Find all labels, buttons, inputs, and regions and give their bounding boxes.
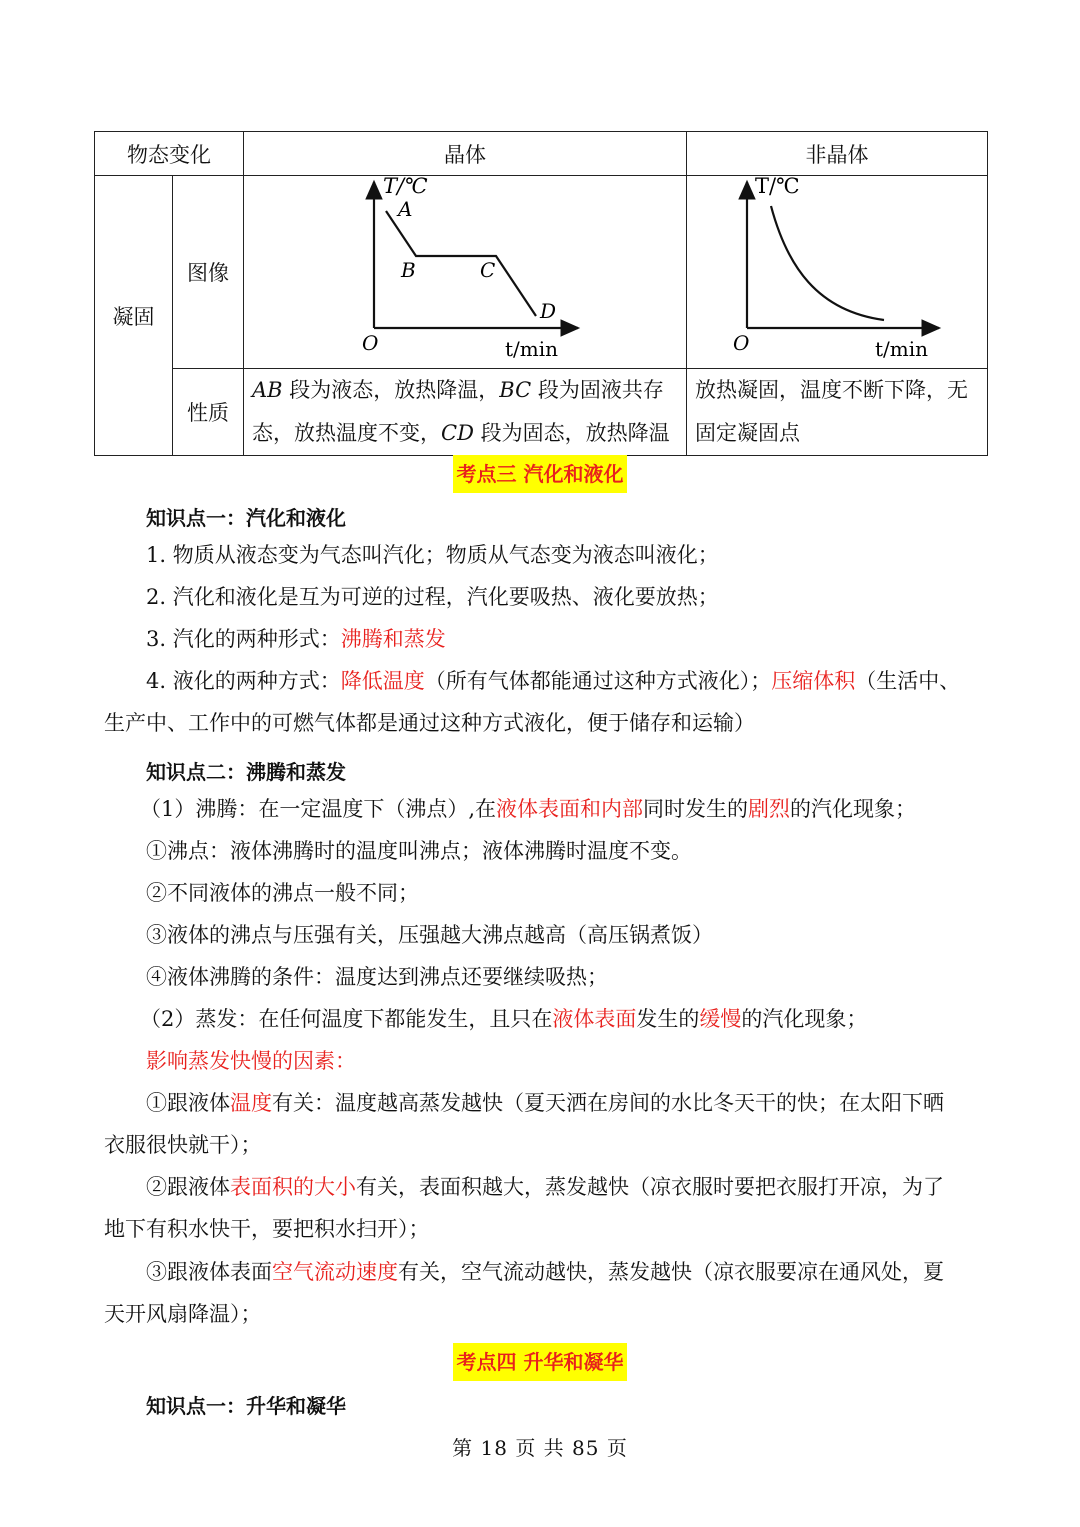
kp1-p3: 3. 汽化的两种形式：沸腾和蒸发 xyxy=(146,627,446,651)
kp1-title: 知识点一：汽化和液化 xyxy=(146,506,346,530)
crystal-y-label: T/℃ xyxy=(383,176,428,198)
kp2-factor-3-line2: 天开风扇降温）； xyxy=(104,1302,262,1326)
row-group-solidification: 凝固 xyxy=(95,176,173,456)
header-amorphous: 非晶体 xyxy=(687,132,988,176)
segment-bc: BC xyxy=(499,378,532,402)
kp3-title: 知识点一：升华和凝华 xyxy=(146,1394,346,1418)
amorphous-property xyxy=(687,369,988,456)
kp1-p4-line2: 生产中、工作中的可燃气体都是通过这种方式液化，便于储存和运输） xyxy=(104,711,755,735)
crystal-x-label: t/min xyxy=(505,337,559,361)
table-row-image xyxy=(95,176,988,369)
point-b-label: B xyxy=(401,258,416,282)
header-crystal: 晶体 xyxy=(244,132,687,176)
amorphous-cooling-curve xyxy=(771,206,884,320)
crystal-property xyxy=(244,369,687,456)
amorphous-property-line-2: 固定凝固点 xyxy=(695,421,800,445)
crystal-property-text-2: 段为固液共存 xyxy=(531,378,664,402)
amorphous-property-line-1: 放热凝固，温度不断下降，无 xyxy=(695,378,968,402)
kp2-factor-3: ③跟液体表面空气流动速度有关，空气流动越快，蒸发越快（凉衣服要凉在通风处，夏 xyxy=(146,1260,944,1284)
comparison-table xyxy=(94,131,988,456)
kp1-p1: 1. 物质从液态变为气态叫汽化；物质从气态变为液态叫液化； xyxy=(146,543,719,567)
kp2-evaporation: （2）蒸发：在任何温度下都能发生，且只在液体表面发生的缓慢的汽化现象； xyxy=(140,1007,868,1031)
section-heading-4-text: 考点四 升华和凝华 xyxy=(453,1343,628,1381)
header-state-change: 物态变化 xyxy=(95,132,244,176)
crystal-graph-cell xyxy=(244,176,687,369)
kp2-b2: ①沸点：液体沸腾时的温度叫沸点；液体沸腾时温度不变。 xyxy=(146,839,692,863)
kp2-factor-2-line2: 地下有积水快干，要把积水扫开）； xyxy=(104,1217,430,1241)
row-label-image: 图像 xyxy=(173,176,244,369)
crystal-property-text-4: 段为固态，放热降温 xyxy=(473,421,670,445)
crystal-solidification-graph xyxy=(244,176,687,368)
table-header-row xyxy=(95,132,988,176)
amorphous-graph-cell xyxy=(687,176,988,369)
kp2-b3: ②不同液体的沸点一般不同； xyxy=(146,881,419,905)
kp2-b4: ③液体的沸点与压强有关，压强越大沸点越高（高压锅煮饭） xyxy=(146,923,713,947)
section-heading-3-text: 考点三 汽化和液化 xyxy=(453,455,628,493)
kp2-factor-1: ①跟液体温度有关：温度越高蒸发越快（夏天洒在房间的水比冬天干的快；在太阳下晒 xyxy=(146,1091,944,1115)
kp2-factor-1-line2: 衣服很快就干）； xyxy=(104,1133,262,1157)
table-row-property xyxy=(95,369,988,456)
kp2-factor-2: ②跟液体表面积的大小有关，表面积越大，蒸发越快（凉衣服时要把衣服打开凉，为了 xyxy=(146,1175,944,1199)
kp2-factors-title: 影响蒸发快慢的因素： xyxy=(146,1049,356,1073)
segment-ab: AB xyxy=(252,378,283,402)
crystal-property-text-1: 段为液态，放热降温， xyxy=(282,378,500,402)
kp1-p4: 4. 液化的两种方式：降低温度（所有气体都能通过这种方式液化）；压缩体积（生活中、 xyxy=(146,669,961,693)
amorphous-origin-label: O xyxy=(733,331,750,355)
kp2-boiling: （1）沸腾：在一定温度下（沸点）,在液体表面和内部同时发生的剧烈的汽化现象； xyxy=(140,797,917,821)
row-label-property: 性质 xyxy=(173,369,244,456)
section-heading-3 xyxy=(0,455,1080,493)
crystal-property-text-3: 态，放热温度不变， xyxy=(252,421,441,445)
point-c-label: C xyxy=(480,258,496,282)
point-a-label: A xyxy=(398,197,413,221)
kp1-p2: 2. 汽化和液化是互为可逆的过程，汽化要吸热、液化要放热； xyxy=(146,585,719,609)
kp2-b5: ④液体沸腾的条件：温度达到沸点还要继续吸热； xyxy=(146,965,608,989)
segment-cd: CD xyxy=(441,421,474,445)
kp2-title: 知识点二：沸腾和蒸发 xyxy=(146,760,346,784)
crystal-origin-label: O xyxy=(362,331,379,355)
amorphous-x-label: t/min xyxy=(875,337,929,361)
point-d-label: D xyxy=(540,299,557,323)
page-footer: 第 18 页 共 85 页 xyxy=(452,1436,628,1460)
amorphous-y-label: T/℃ xyxy=(755,176,800,198)
amorphous-solidification-graph xyxy=(687,176,988,368)
section-heading-4 xyxy=(0,1343,1080,1381)
